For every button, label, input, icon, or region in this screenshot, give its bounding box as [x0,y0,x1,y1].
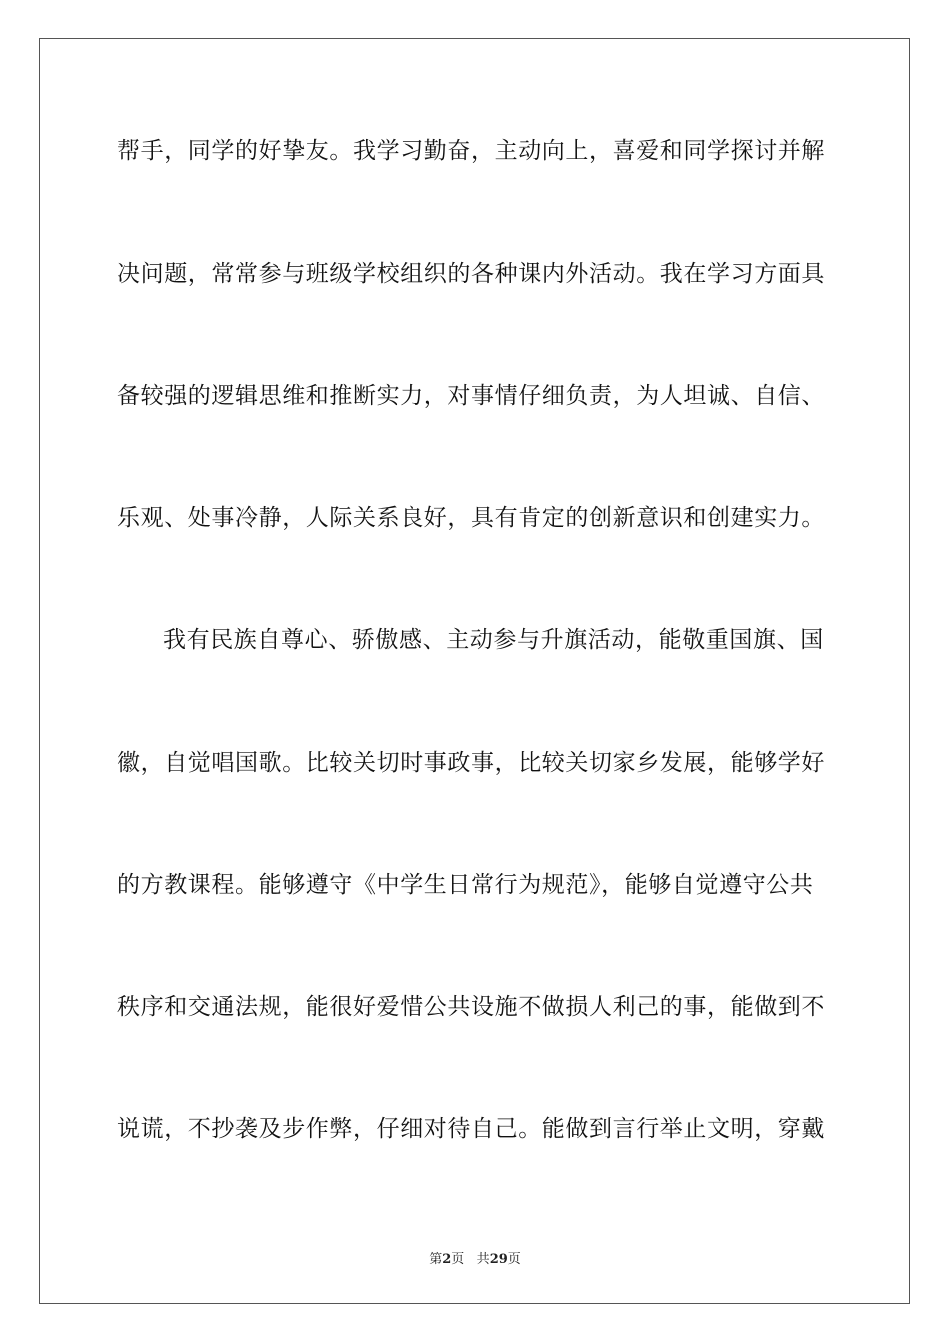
body-text-line: 决问题，常常参与班级学校组织的各种课内外活动。我在学习方面具 [117,261,825,287]
body-text-line: 帮手，同学的好挚友。我学习勤奋，主动向上，喜爱和同学探讨并解 [117,138,825,164]
page-label-prefix: 第 [429,1252,443,1267]
body-text-line: 备较强的逻辑思维和推断实力，对事情仔细负责，为人坦诚、自信、 [117,383,825,409]
page-number: 2 [442,1252,452,1267]
total-label-prefix: 共 [476,1252,490,1267]
body-text-line: 说谎，不抄袭及步作弊，仔细对待自己。能做到言行举止文明，穿戴 [117,1116,825,1142]
body-text-line: 的方教课程。能够遵守《中学生日常行为规范》，能够自觉遵守公共 [117,872,814,898]
body-text-line: 乐观、处事冷静，人际关系良好，具有肯定的创新意识和创建实力。 [117,505,825,531]
page-label-suffix: 页 [451,1252,465,1267]
total-label-suffix: 页 [507,1252,521,1267]
body-text-line: 秩序和交通法规，能很好爱惜公共设施不做损人利己的事，能做到不 [117,994,825,1020]
body-text-line: 徽，自觉唱国歌。比较关切时事政事，比较关切家乡发展，能够学好 [117,750,825,776]
paragraph-first-line: 我有民族自尊心、骄傲感、主动参与升旗活动，能敬重国旗、国 [163,627,824,653]
page-footer [0,1248,950,1267]
total-pages: 29 [489,1252,508,1267]
